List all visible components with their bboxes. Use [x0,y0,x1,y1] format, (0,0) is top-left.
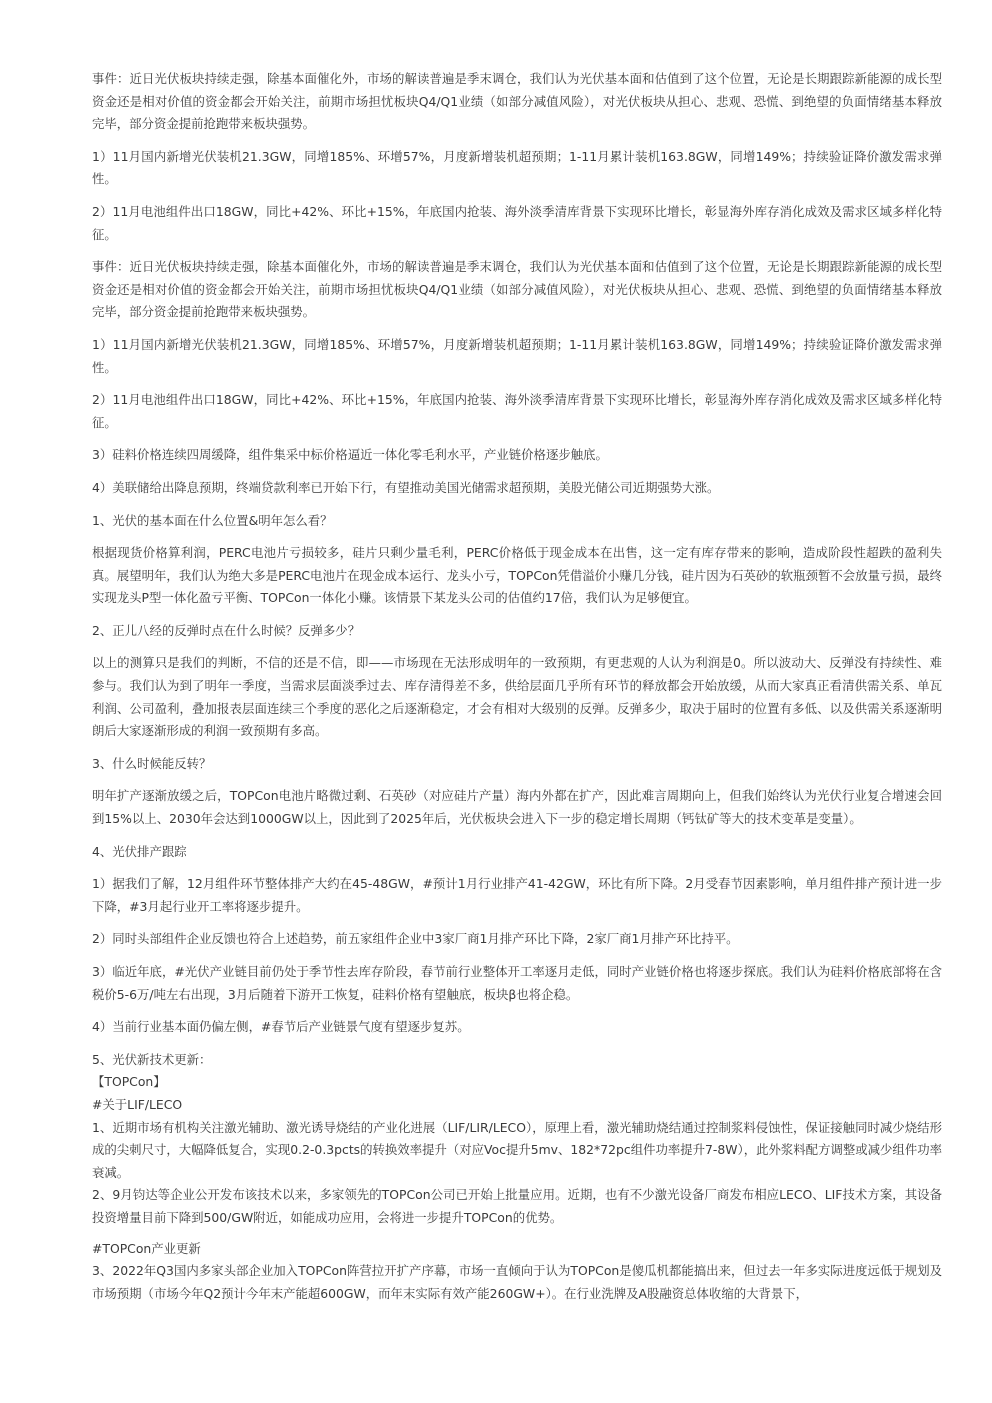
export-paragraph: 2）11月电池组件出口18GW，同比+42%、环比+15%，年底国内抢装、海外淡季清库背景下实现环比增长，彰显海外库存消化成效及需求区域多样化特征。 [92,203,942,242]
production-paragraph-1: 1）据我们了解，12月组件环节整体排产大约在45-48GW，#预计1月行业排产41-42GW，环比有所下降。2月受春节因素影响，单月组件排产预计进一步下降，#3月起行业开工率将逐步提升。 [92,876,942,914]
topcon-industry-tag: #TOPCon产业更新 [92,1240,201,1256]
lif-tag: #关于LIF/LECO [92,1096,183,1112]
event-paragraph: 事件：近日光伏板块持续走强，除基本面催化外，市场的解读普遍是季末调仓，我们认为光伏基本面和估值到了这个位置，无论是长期跟踪新能源的成长型资金还是相对价值的资金都会开始关注，前期市场担忧板块Q4/Q1业绩（如部分减值风险），对光伏板块从担心、悲观、恐慌、到绝望的负面情绪基本释放完毕，部分资金提前抢跑带来板块强势。 [92,71,942,132]
reversal-paragraph: 明年扩产逐渐放缓之后，TOPCon电池片略微过剩、石英砂（对应硅片产量）海内外都在扩产，因此难言周期向上，但我们始终认为光伏行业复合增速会回到15%以上、2030年会达到1000GW以上，因此到了2025年后，光伏板块会进入下一步的稳定增长周期（钙钛矿等大的技术变革是变量）。 [92,788,942,827]
topcon-tag: 【TOPCon】 [92,1074,166,1090]
section-heading-rebound: 2、正儿八经的反弹时点在什么时候？反弹多少？ [92,622,361,638]
section-heading-production: 4、光伏排产跟踪 [92,843,187,859]
lif-paragraph-1: 1、近期市场有机构关注激光辅助、激光诱导烧结的产业化进展（LIF/LIR/LECO），原理上看，激光辅助烧结通过控制浆料侵蚀性，保证接触同时减少烧结形成的尖刺尺寸，大幅降低复合，实现0.2-0.3pcts的转换效率提升（对应Voc提升5mv、182*72pc组件功率提升7-8W），此外浆料配方调整或减少组件功率衰减。 [92,1119,942,1180]
production-paragraph-4: 4）当前行业基本面仍偏左侧，#春节后产业链景气度有望逐步复苏。 [92,1019,470,1035]
production-paragraph-2: 2）同时头部组件企业反馈也符合上述趋势，前五家组件企业中3家厂商1月排产环比下降，2家厂商1月排产环比持平。 [92,931,739,947]
rebound-paragraph: 以上的测算只是我们的判断，不信的还是不信，即——市场现在无法形成明年的一致预期，有更悲观的人认为利润是0。所以波动大、反弹没有持续性、难参与。我们认为到了明年一季度，当需求层面淡季过去、库存清得差不多，供给层面几乎所有环节的释放都会开始放缓，从而大家真正看清供需关系、单瓦利润、公司盈利，叠加报表层面连续三个季度的恶化之后逐渐稳定，才会有相对大级别的反弹。反弹多少，取决于届时的位置有多低、以及供需关系逐渐明朗后大家逐渐形成的利润一致预期有多高。 [92,655,942,739]
lif-paragraph-2: 2、9月钧达等企业公开发布该技术以来，多家领先的TOPCon公司已开始上批量应用。近期，也有不少激光设备厂商发布相应LECO、LIF技术方案，其设备投资增量目前下降到500/GW附近，如能成功应用，会将进一步提升TOPCon的优势。 [92,1187,942,1225]
event-paragraph-repeat: 事件：近日光伏板块持续走强，除基本面催化外，市场的解读普遍是季末调仓，我们认为光伏基本面和估值到了这个位置，无论是长期跟踪新能源的成长型资金还是相对价值的资金都会开始关注，前期市场担忧板块Q4/Q1业绩（如部分减值风险），对光伏板块从担心、悲观、恐慌、到绝望的负面情绪基本释放完毕，部分资金提前抢跑带来板块强势。 [92,259,942,320]
topcon-industry-paragraph-3: 3、2022年Q3国内多家头部企业加入TOPCon阵营拉开扩产序幕，市场一直倾向于认为TOPCon是傻瓜机都能搞出来，但过去一年多实际进度远低于规划及市场预期（市场今年Q2预计今年末产能超600GW，而年末实际有效产能260GW+）。在行业洗牌及A股融资总体收缩的大背景下， [92,1263,942,1301]
installation-paragraph: 1）11月国内新增光伏装机21.3GW，同增185%、环增57%，月度新增装机超预期；1-11月累计装机163.8GW，同增149%；持续验证降价激发需求弹性。 [92,148,942,187]
fundamentals-paragraph: 根据现货价格算利润，PERC电池片亏损较多，硅片只剩少量毛利，PERC价格低于现金成本在出售，这一定有库存带来的影响，造成阶段性超跌的盈利失真。展望明年，我们认为绝大多是PERC电池片在现金成本运行、龙头小亏，TOPCon凭借溢价小赚几分钱，硅片因为石英砂的软瓶颈暂不会放量亏损，最终实现龙头P型一体化盈亏平衡、TOPCon一体化小赚。该情景下某龙头公司的估值约17倍，我们认为足够便宜。 [92,545,942,606]
document-body [92,68,942,1305]
section-heading-fundamentals: 1、光伏的基本面在什么位置&明年怎么看？ [92,512,333,528]
export-paragraph-repeat: 2）11月电池组件出口18GW，同比+42%、环比+15%，年底国内抢装、海外淡季清库背景下实现环比增长，彰显海外库存消化成效及需求区域多样化特征。 [92,392,942,430]
installation-paragraph-repeat: 1）11月国内新增光伏装机21.3GW，同增185%、环增57%，月度新增装机超预期；1-11月累计装机163.8GW，同增149%；持续验证降价激发需求弹性。 [92,336,942,375]
production-paragraph-3: 3）临近年底，#光伏产业链目前仍处于季节性去库存阶段，春节前行业整体开工率逐月走低，同时产业链价格也将逐步探底。我们认为硅料价格底部将在含税价5-6万/吨左右出现，3月后随着下游开工恢复，硅料价格有望触底，板块β也将企稳。 [92,964,942,1002]
polysilicon-price-paragraph: 3）硅料价格连续四周缓降，组件集采中标价格逼近一体化零毛利水平，产业链价格逐步触底。 [92,447,608,463]
section-heading-reversal: 3、什么时候能反转？ [92,755,212,771]
section-heading-tech: 5、光伏新技术更新： [92,1051,212,1067]
fed-rate-paragraph: 4）美联储给出降息预期，终端贷款利率已开始下行，有望推动美国光储需求超预期，美股光储公司近期强势大涨。 [92,479,720,495]
